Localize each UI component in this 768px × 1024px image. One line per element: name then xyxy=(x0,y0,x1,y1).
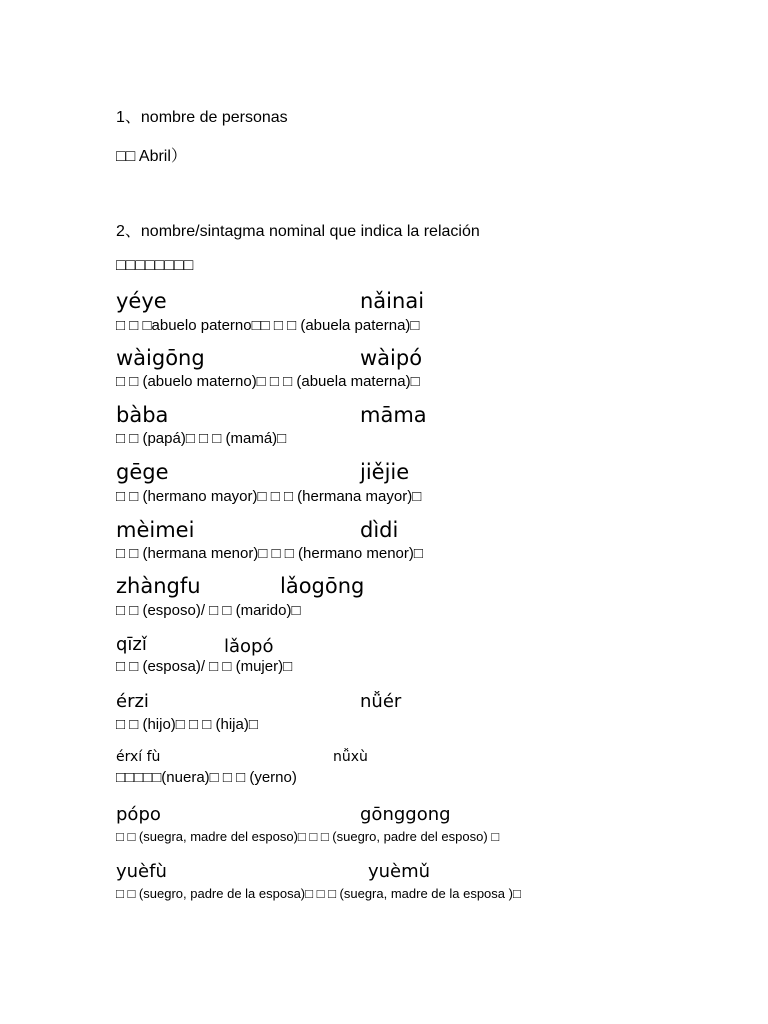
pinyin-left: érzi xyxy=(116,691,149,712)
section-1-heading: 1、nombre de personas xyxy=(116,109,288,126)
translation-line: □ □ (hijo)□ □ □ (hija)□ xyxy=(116,716,258,733)
pinyin-right: gōnggong xyxy=(360,804,451,825)
translation-line: □ □ □abuelo paterno□□ □ □ (abuela paterna)□ xyxy=(116,317,420,334)
pinyin-right: nǚér xyxy=(360,691,402,712)
translation-line: □ □ (papá)□ □ □ (mamá)□ xyxy=(116,430,287,447)
translation-line: □ □ (suegro, padre de la esposa)□ □ □ (suegra, madre de la esposa )□ xyxy=(116,886,521,901)
section-2-hanzi-line: □□□□□□□□ xyxy=(116,257,194,274)
pinyin-left: zhàngfu xyxy=(116,574,201,598)
translation-line: □ □ (esposo)/ □ □ (marido)□ xyxy=(116,602,301,619)
pinyin-right: wàipó xyxy=(360,346,423,370)
pinyin-left: yuèfù xyxy=(116,861,167,882)
pinyin-left: érxí fù xyxy=(116,749,161,765)
section-1-example: □□ Abril） xyxy=(116,148,187,165)
pinyin-right: nǎinai xyxy=(360,289,425,313)
translation-line: □ □ (hermana menor)□ □ □ (hermano menor)□ xyxy=(116,545,423,562)
pinyin-right: dìdi xyxy=(360,518,399,542)
translation-line: □ □ (abuelo materno)□ □ □ (abuela materna)□ xyxy=(116,373,420,390)
pinyin-right: lǎogōng xyxy=(280,574,365,598)
pinyin-left: pópo xyxy=(116,804,161,825)
translation-line: □ □ (suegra, madre del esposo)□ □ □ (suegro, padre del esposo) □ xyxy=(116,829,500,844)
pinyin-left: yéye xyxy=(116,289,167,313)
pinyin-left: mèimei xyxy=(116,518,195,542)
pinyin-right: nǚxù xyxy=(333,749,368,765)
pinyin-left: gēge xyxy=(116,460,169,484)
section-2-heading: 2、nombre/sintagma nominal que indica la relación xyxy=(116,223,480,240)
pinyin-right: lǎopó xyxy=(224,636,274,657)
pinyin-right: yuèmǔ xyxy=(368,861,431,882)
translation-line: □ □ (esposa)/ □ □ (mujer)□ xyxy=(116,658,293,675)
pinyin-left: bàba xyxy=(116,403,169,427)
translation-line: □ □ (hermano mayor)□ □ □ (hermana mayor)□ xyxy=(116,488,422,505)
pinyin-right: māma xyxy=(360,403,427,427)
pinyin-right: jiějie xyxy=(360,460,410,484)
pinyin-left: qīzǐ xyxy=(116,634,147,655)
translation-line: □□□□□(nuera)□ □ □ (yerno) xyxy=(116,769,297,786)
pinyin-left: wàigōng xyxy=(116,346,205,370)
